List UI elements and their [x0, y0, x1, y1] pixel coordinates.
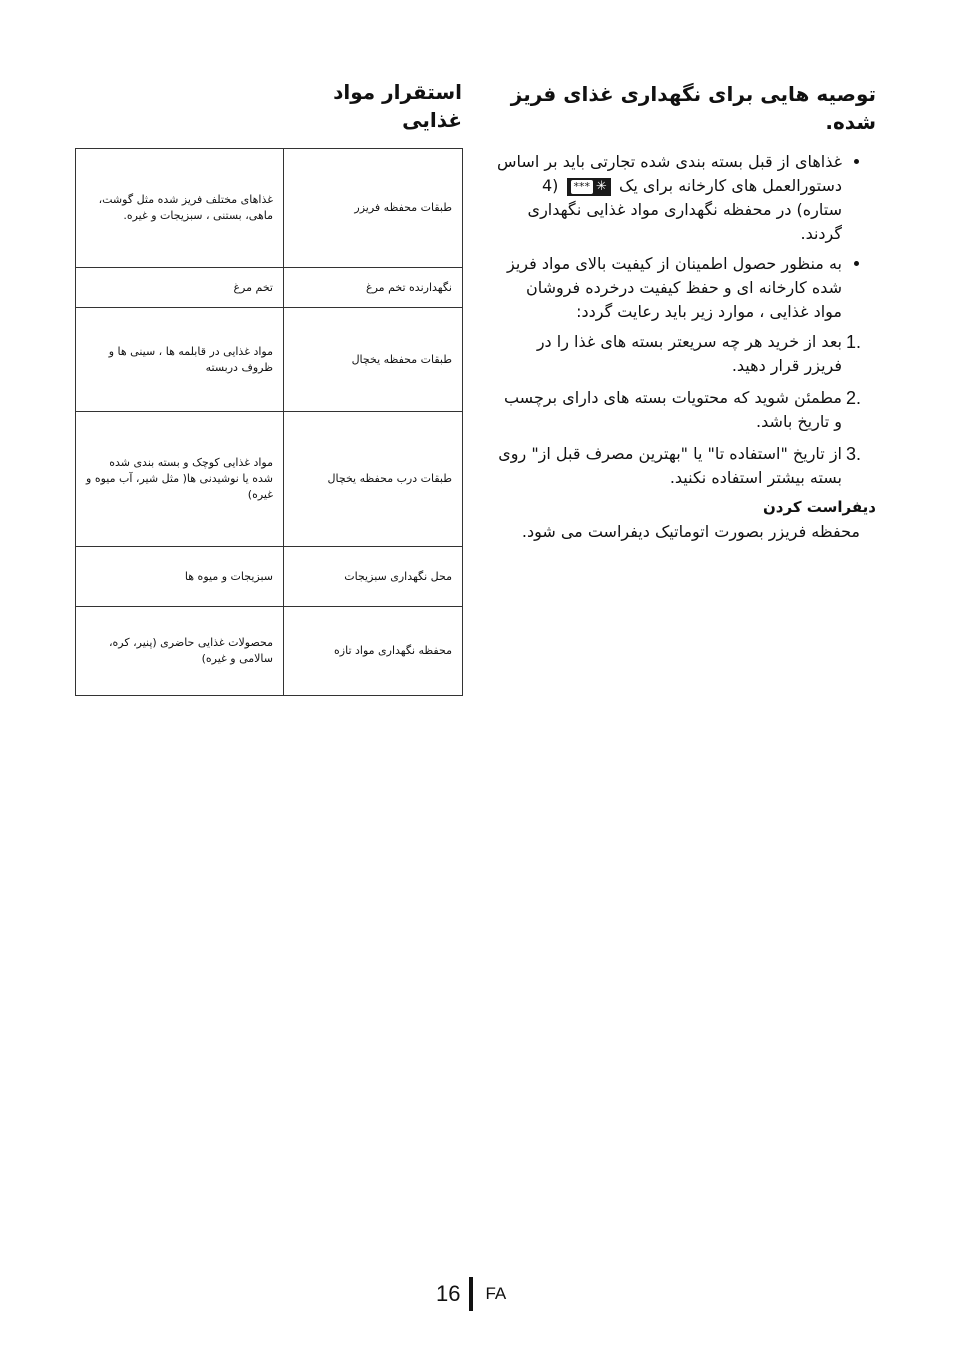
steps-list — [496, 330, 876, 490]
step-text: از تاریخ "استفاده تا" یا "بهترین مصرف قبل از" روی بسته بیشتر استفاده نکنید. — [498, 444, 842, 487]
food-placement-table — [75, 148, 463, 696]
defrost-paragraph: محفظه فریزر بصورت اتوماتیک دیفراست می شود. — [521, 522, 860, 541]
list-item — [496, 386, 876, 434]
frozen-food-section — [496, 80, 876, 544]
compartment-cell: طبقات محفظه فریزر — [284, 149, 463, 268]
footer-divider — [469, 1277, 473, 1311]
step-text: بعد از خرید هر چه سریعتر بسته های غذا را در فریزر قرار دهید. — [536, 332, 842, 375]
four-star-freezer-icon — [567, 178, 611, 196]
list-item: • به منظور حصول اطمینان از کیفیت بالای مواد فریز شده کارخانه ای و حفظ کیفیت درخرده فروشان مواد غذایی ، موارد زیر باید رعایت گردد: — [496, 252, 842, 324]
snowflake-icon: ✳ — [596, 178, 607, 194]
compartment-cell: محل نگهداری سبزیجات — [284, 547, 463, 607]
compartment-cell: نگهدارنده تخم مرغ — [284, 268, 463, 308]
step-text: مطمئن شوید که محتویات بسته های دارای برچسب و تاریخ باشد. — [503, 388, 842, 431]
table-row — [76, 607, 463, 696]
stars-label: *** — [571, 180, 594, 194]
list-item — [496, 442, 876, 490]
table-row — [76, 149, 463, 268]
contents-cell: مواد غذایی کوچک و بسته بندی شده شده یا نوشیدنی ها( مثل شیر، آب میوه و غیره) — [76, 412, 284, 547]
compartment-cell: طبقات درب محفظه یخچال — [284, 412, 463, 547]
list-item — [496, 150, 842, 246]
contents-cell: سبزیجات و میوه ها — [76, 547, 284, 607]
language-code: FA — [485, 1284, 507, 1303]
table-row — [76, 308, 463, 412]
contents-cell: تخم مرغ — [76, 268, 284, 308]
bullet-text-after: (4 ستاره) در محفظه نگهداری مواد غذایی نگهداری گردند. — [527, 176, 842, 243]
list-item — [496, 330, 876, 378]
defrost-heading: دیفراست کردن — [762, 498, 876, 516]
table-row — [76, 412, 463, 547]
table-row — [76, 547, 463, 607]
page-number: 16 — [436, 1281, 461, 1306]
step-number: 3. — [846, 444, 862, 464]
section-title-food-placement: استقرار مواد غذایی — [333, 80, 462, 132]
step-number: 2. — [846, 388, 862, 408]
compartment-cell: محفظه نگهداری مواد تازه — [284, 607, 463, 696]
section-title-frozen-food: توصیه هایی برای نگهداری غذای فریز شده. — [510, 82, 876, 134]
compartment-cell: طبقات محفظه یخچال — [284, 308, 463, 412]
page-footer — [436, 1276, 506, 1312]
contents-cell: محصولات غذایی حاضری (پنیر، کره، سالامی و غیره) — [76, 607, 284, 696]
recommendation-list — [496, 150, 876, 324]
table-row — [76, 268, 463, 308]
bullet-text-before: غذاهای از قبل بسته بندی شده تجارتی باید بر اساس دستورالعمل های کارخانه برای یک — [497, 152, 842, 195]
step-number: 1. — [846, 332, 862, 352]
contents-cell: غذاهای مختلف فریز شده مثل گوشت، ماهی، بستنی ، سبزیجات و غیره. — [76, 149, 284, 268]
contents-cell: مواد غذایی در قابلمه ها ، سینی ها و ظروف دربسته — [76, 308, 284, 412]
